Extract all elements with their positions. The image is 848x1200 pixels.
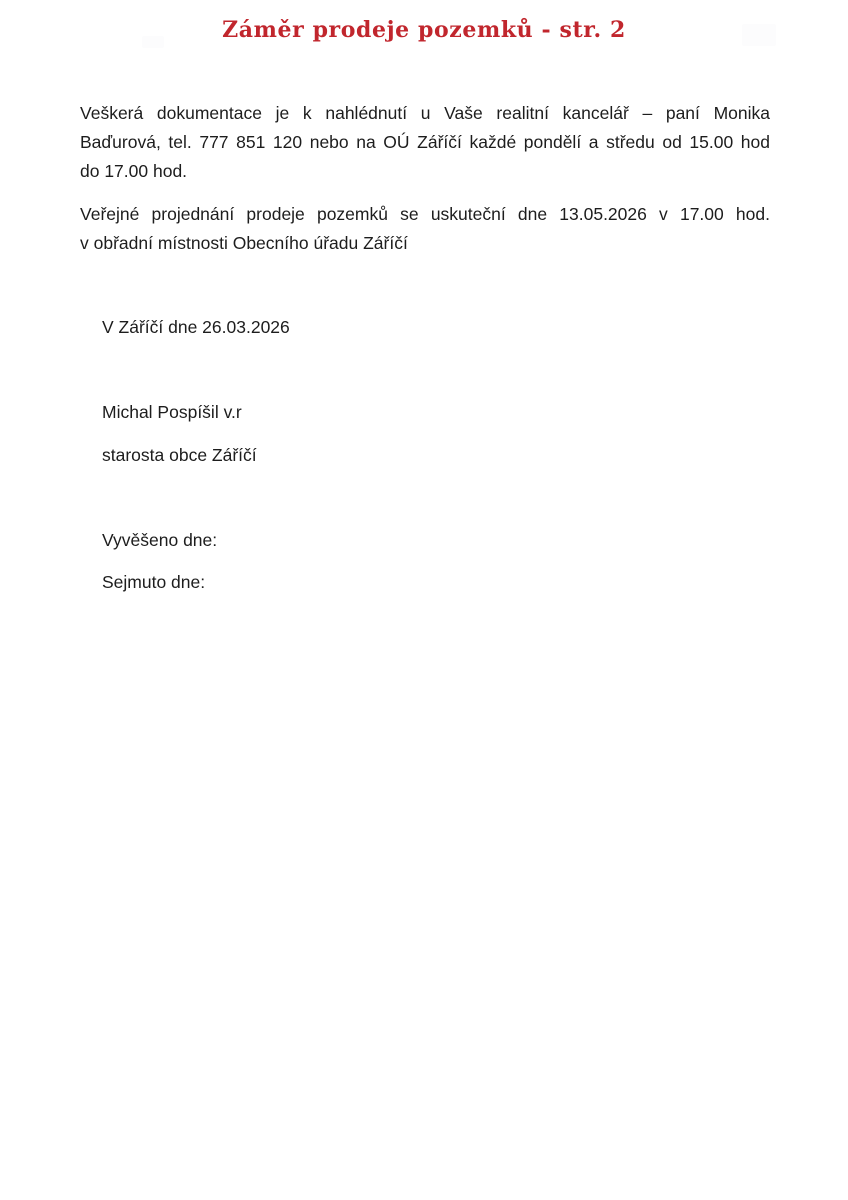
paragraph-line: v obřadní místnosti Obecního úřadu Záříčí (80, 233, 408, 253)
date-place-line: V Záříčí dne 26.03.2026 (102, 317, 290, 337)
scan-artifact (742, 24, 776, 46)
paragraph-line: Veřejné projednání prodeje pozemků se uskuteční dne 13.05.2026 v 17.00 hod. (80, 204, 770, 224)
paragraph-line: Baďurová, tel. 777 851 120 nebo na OÚ Záříčí každé pondělí a středu od 15.00 hod (80, 132, 770, 152)
removed-date-label: Sejmuto dne: (102, 572, 206, 592)
signature-name: Michal Pospíšil v.r (102, 402, 242, 422)
paragraph-documentation (80, 99, 770, 186)
scan-artifact (142, 36, 164, 48)
page-title: Záměr prodeje pozemků - str. 2 (222, 17, 626, 43)
posted-date-label: Vyvěšeno dne: (102, 530, 218, 550)
paragraph-line: Veškerá dokumentace je k nahlédnutí u Vaše realitní kancelář – paní Monika (80, 103, 770, 123)
signature-role: starosta obce Záříčí (102, 445, 257, 465)
paragraph-public-hearing (80, 200, 770, 258)
paragraph-line: do 17.00 hod. (80, 161, 188, 181)
document-content (0, 99, 848, 597)
